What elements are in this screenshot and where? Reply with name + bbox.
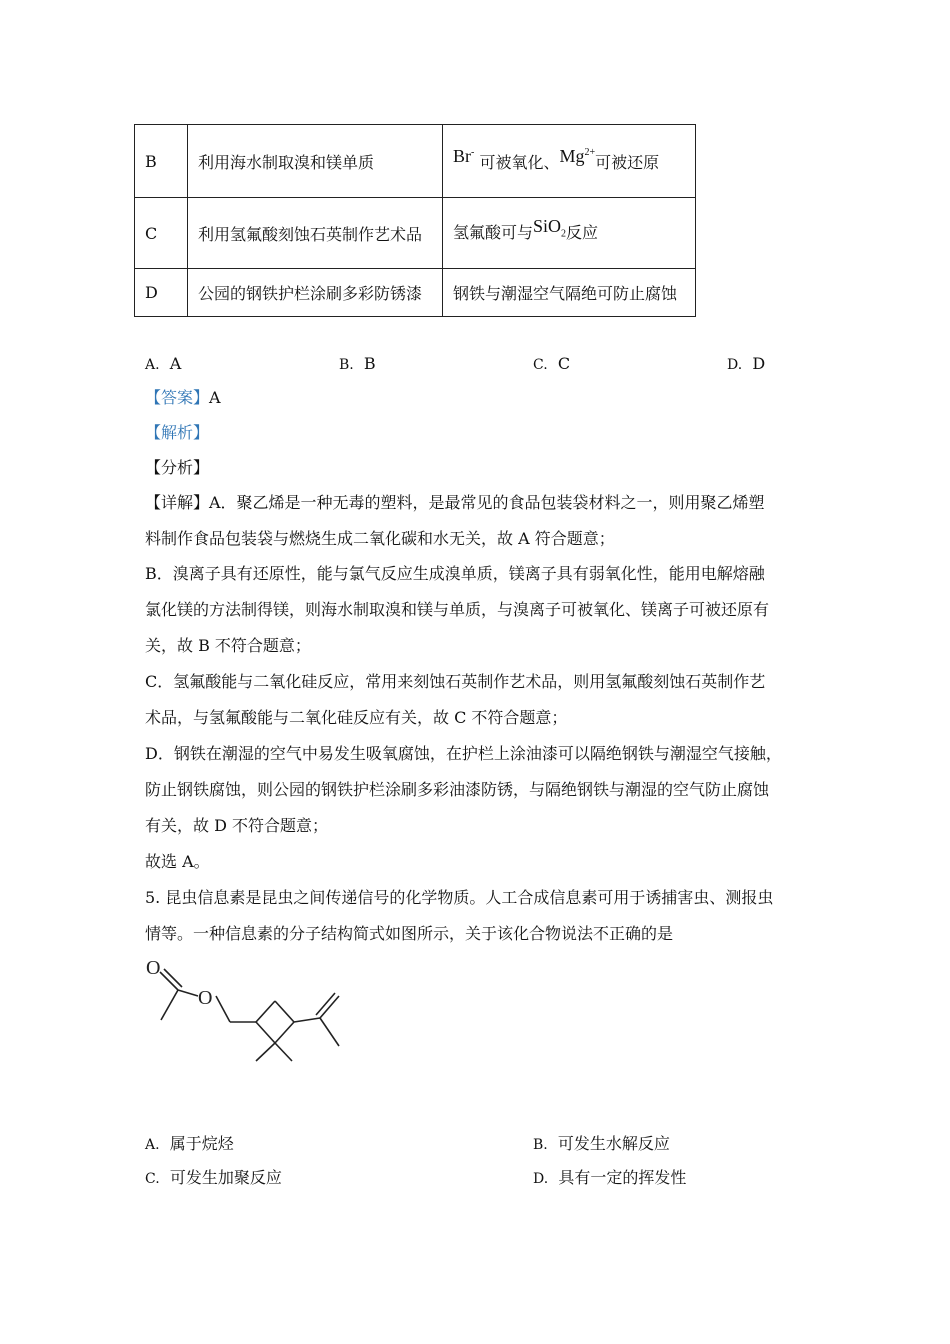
row-label: C [135,198,188,269]
row-reason [443,125,696,198]
reason-text-2: 反应 [566,223,599,243]
detail-line: 料制作食品包装袋与燃烧生成二氧化碳和水无关，故 A 符合题意； [145,529,615,548]
reason-text-1: 氢氟酸可与 [453,223,534,243]
q5-option-a[interactable]: A. 属于烷烃 [145,1134,234,1153]
q4-option-a[interactable]: A. A [145,354,182,373]
detail-line: C．氢氟酸能与二氧化硅反应，常用来刻蚀石英制作艺术品，则用氢氟酸刻蚀石英制作艺 [145,672,766,691]
chem-mg: Mg [559,145,585,166]
detail-line: 防止钢铁腐蚀，则公园的钢铁护栏涂刷多彩油漆防锈，与隔绝钢铁与潮湿的空气防止腐蚀 [145,780,770,799]
row-practice: 公园的钢铁护栏涂刷多彩防锈漆 [188,269,443,317]
detail-line: B．溴离子具有还原性，能与氯气反应生成溴单质，镁离子具有弱氧化性，能用电解熔融 [145,564,765,583]
chem-br: Br [453,145,471,166]
q5-option-d[interactable]: D. 具有一定的挥发性 [533,1168,687,1187]
answer-tag: 【答案】 [145,388,210,407]
row-label: D [135,269,188,317]
detail-line: D．钢铁在潮湿的空气中易发生吸氧腐蚀，在护栏上涂油漆可以隔绝钢铁与潮湿空气接触， [145,744,782,763]
options-table [134,124,696,317]
atom-o-ester: O [198,987,213,1009]
q4-option-d[interactable]: D. D [727,354,766,373]
row-practice: 利用氢氟酸刻蚀石英制作艺术品 [188,198,443,269]
table-row [135,125,696,198]
analysis-tag: 【解析】 [145,423,210,442]
table-row [135,198,696,269]
chem-mg-charge: 2+ [584,146,596,158]
q4-option-c[interactable]: C. C [533,354,571,373]
atom-o-carbonyl: O [146,957,161,979]
q5-option-c[interactable]: C. 可发生加聚反应 [145,1168,282,1187]
detail-line: 氯化镁的方法制得镁，则海水制取溴和镁与单质，与溴离子可被氧化、镁离子可被还原有 [145,600,770,619]
q5-stem-line1: 5. 昆虫信息素是昆虫之间传递信号的化学物质。人工合成信息素可用于诱捕害虫、测报虫 [145,888,774,907]
detail-line: 关，故 B 不符合题意； [145,636,311,655]
detail-line: 有关，故 D 不符合题意； [145,816,329,835]
q5-option-b[interactable]: B. 可发生水解反应 [533,1134,670,1153]
chem-sio: SiO [533,216,562,237]
fenxi-tag: 【分析】 [145,458,210,477]
detail-line: 术品，与氢氟酸能与二氧化硅反应有关，故 C 不符合题意； [145,708,568,727]
chem-sio-sub: 2 [561,228,567,240]
detail-line: 故选 A。 [145,852,210,871]
q4-option-b[interactable]: B. B [339,354,376,373]
row-practice: 利用海水制取溴和镁单质 [188,125,443,198]
row-reason: 钢铁与潮湿空气隔绝可防止腐蚀 [443,269,696,317]
molecule-bonds [160,969,339,1061]
reason-text-2: 可被还原 [595,152,660,172]
molecule-structure [140,950,360,1070]
row-reason [443,198,696,269]
detail-line: 【详解】A．聚乙烯是一种无毒的塑料，是最常见的食品包装袋材料之一，则用聚乙烯塑 [145,493,765,512]
row-label: B [135,125,188,198]
table-row [135,269,696,317]
answer-value: A [209,388,221,407]
chem-br-charge: - [471,146,475,158]
q5-stem-line2: 情等。一种信息素的分子结构简式如图所示，关于该化合物说法不正确的是 [145,924,674,943]
answer-line [145,388,221,408]
reason-text-1: 可被氧化、 [479,152,560,172]
